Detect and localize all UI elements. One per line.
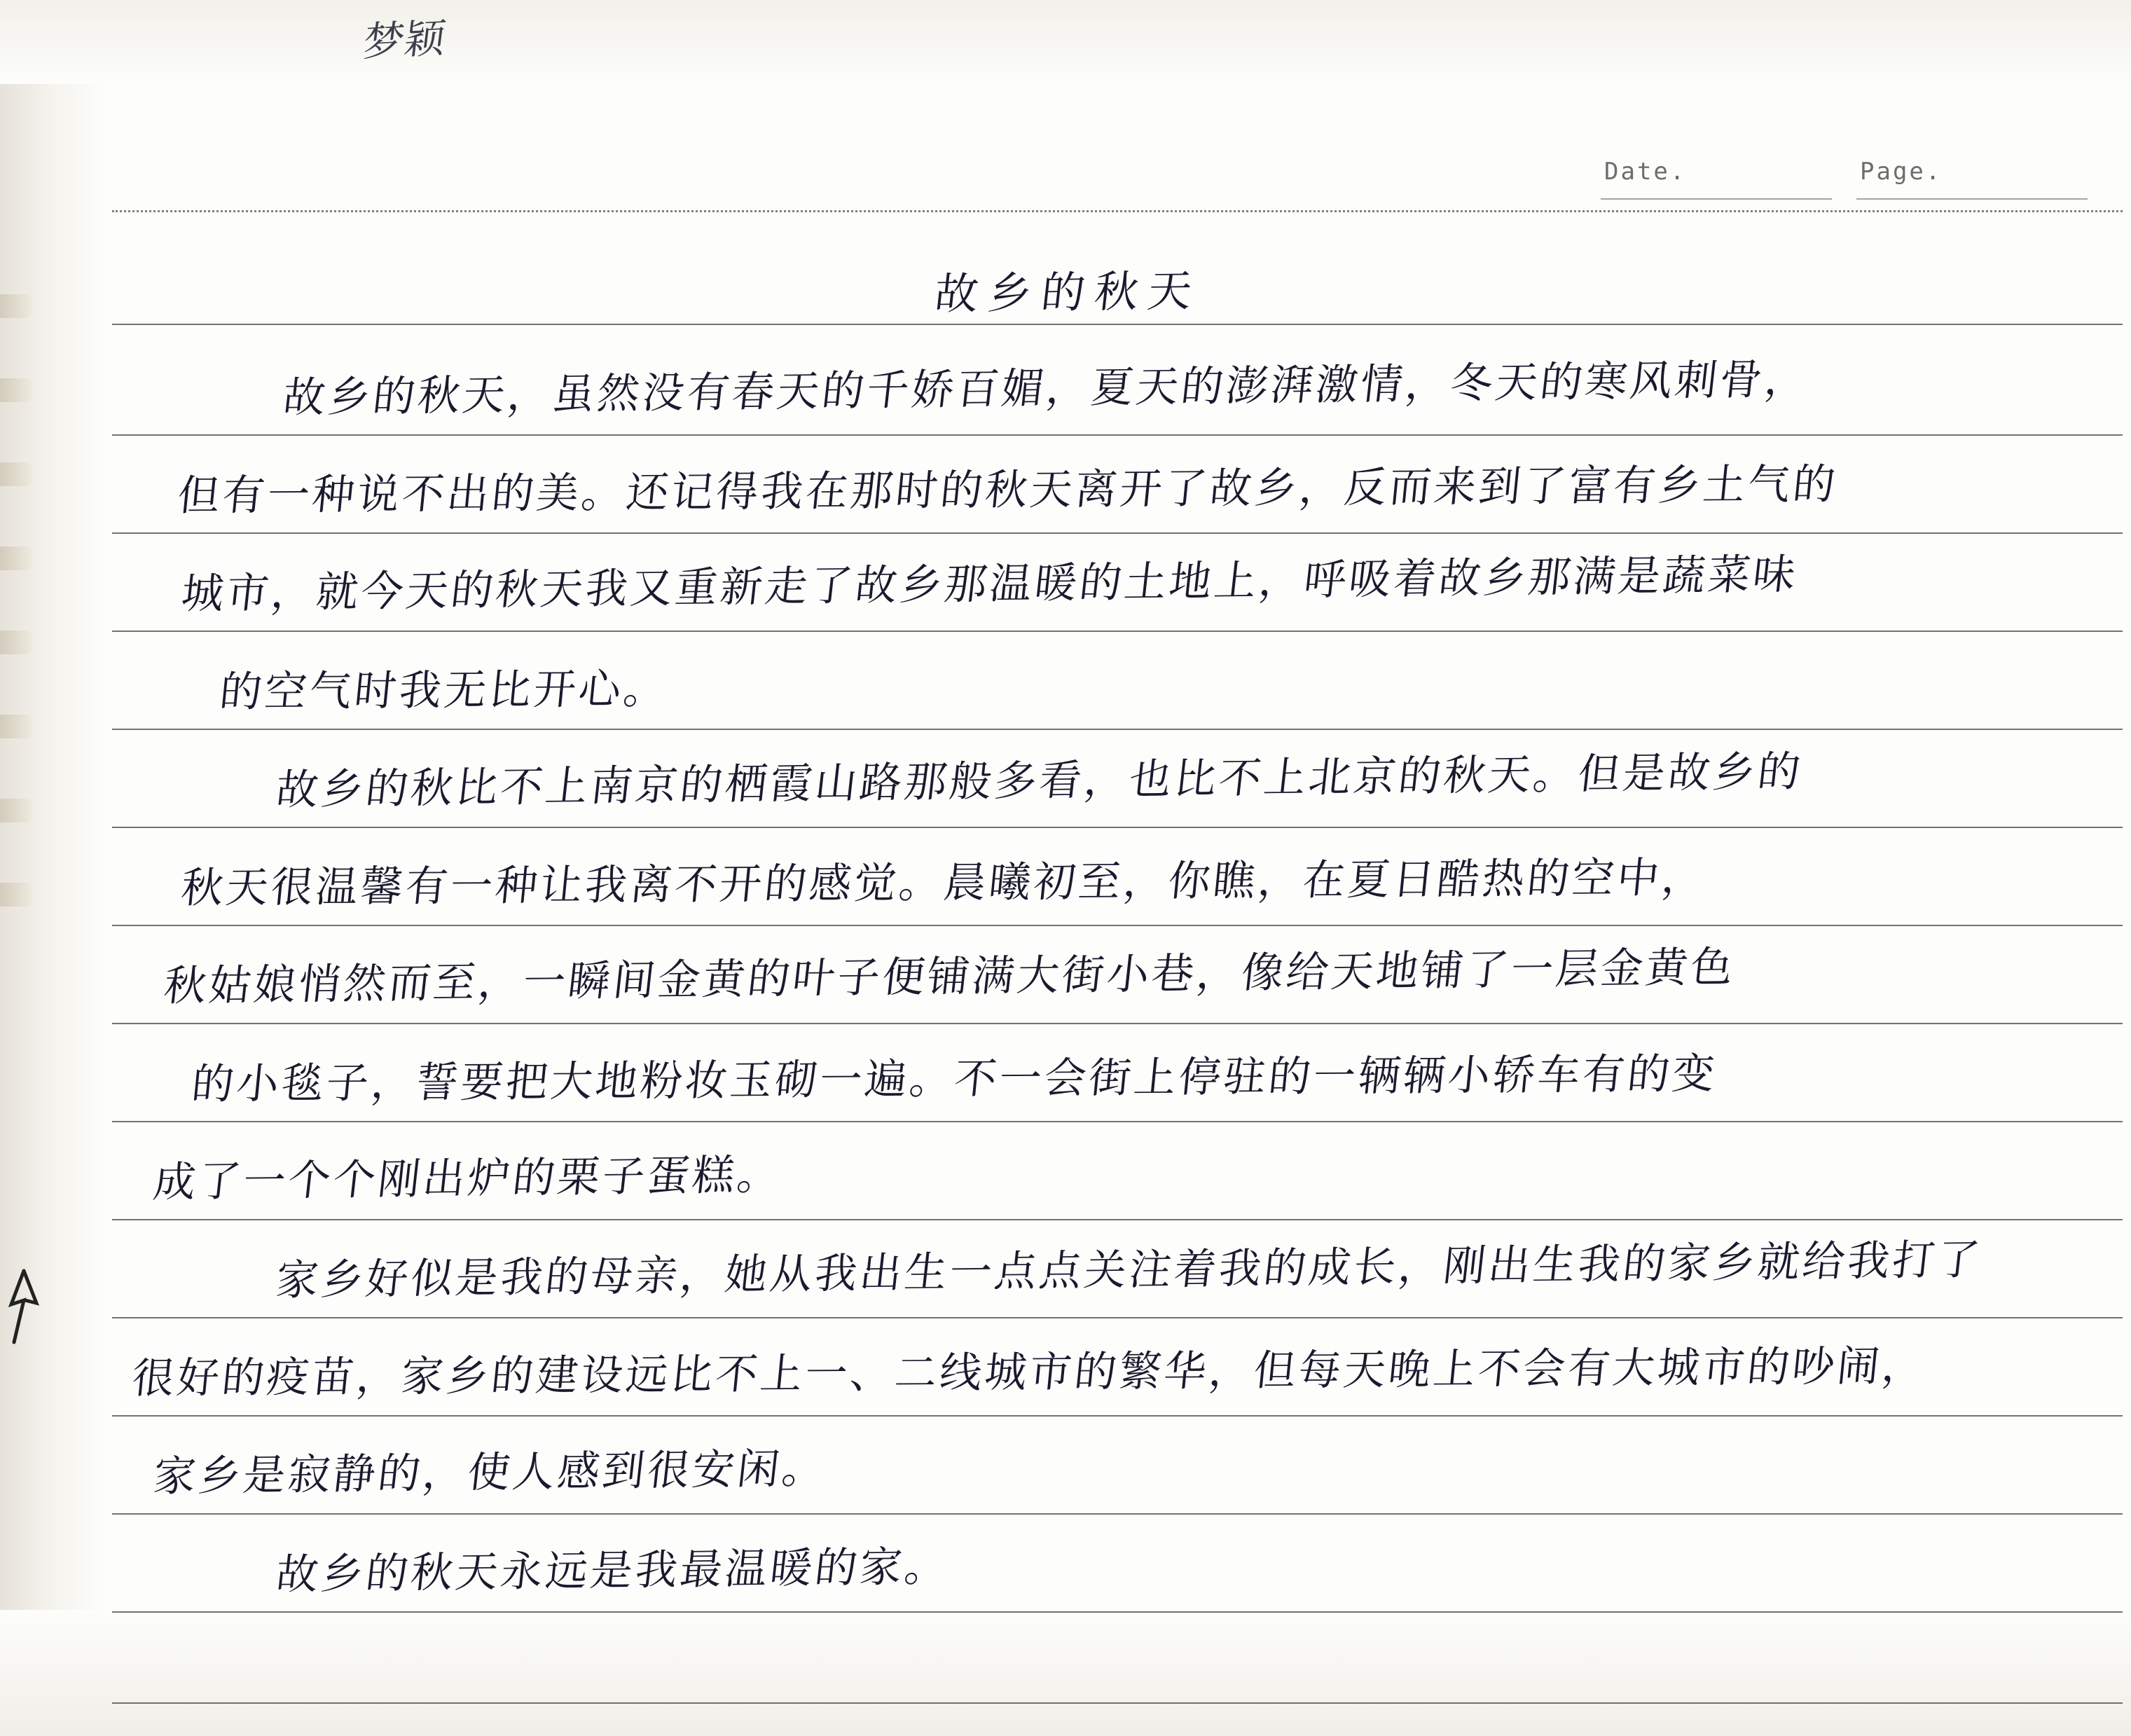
corner-signature: 梦颖	[360, 15, 448, 65]
body-line: 家乡是寂静的，使人感到很安闲。	[151, 1445, 830, 1501]
body-line: 很好的疫苗，家乡的建设远比不上一、二线城市的繁华，但每天晚上不会有大城市的吵闹，	[130, 1343, 1929, 1403]
binding-hole	[0, 799, 32, 822]
essay-title: 故乡的秋天	[932, 268, 1204, 319]
rule-line	[112, 324, 2123, 325]
body-line: 故乡的秋天永远是我最温暖的家。	[273, 1543, 953, 1599]
body-line: 但有一种说不出的美。还记得我在那时的秋天离开了故乡，反而来到了富有乡土气的	[175, 461, 1840, 520]
body-line: 秋姑娘悄然而至，一瞬间金黄的叶子便铺满大街小巷，像给天地铺了一层金黄色	[161, 944, 1739, 1010]
rule-line	[112, 1023, 2123, 1024]
paper-edge-shading-left	[0, 0, 105, 1736]
body-line: 的小毯子，誓要把大地粉妆玉砌一遍。不一会街上停驻的一辆辆小轿车有的变	[189, 1050, 1720, 1108]
rule-line	[112, 1611, 2123, 1613]
body-line: 秋天很温馨有一种让我离不开的感觉。晨曦初至，你瞧，在夏日酷热的空中，	[179, 854, 1709, 912]
body-line: 故乡的秋比不上南京的栖霞山路那般多看，也比不上北京的秋天。但是故乡的	[273, 748, 1805, 814]
rule-line	[112, 1513, 2123, 1515]
binding-hole	[0, 631, 32, 654]
rule-line	[112, 631, 2123, 632]
date-label: Date.	[1604, 158, 1687, 186]
rule-line	[112, 1702, 2123, 1704]
margin-doodle-icon	[6, 1268, 42, 1345]
paper-edge-shading-bottom	[0, 1610, 2131, 1736]
rule-line	[112, 1121, 2123, 1122]
binding-hole	[0, 294, 32, 318]
rule-line	[112, 434, 2123, 436]
rule-line	[112, 532, 2123, 534]
rule-line	[112, 729, 2123, 730]
binding-hole	[0, 546, 32, 570]
rule-line	[112, 827, 2123, 828]
page-underline	[1856, 198, 2088, 200]
date-underline	[1601, 198, 1832, 200]
page-label: Page.	[1860, 158, 1943, 186]
rule-line	[112, 210, 2123, 212]
binding-hole	[0, 462, 32, 486]
body-line: 故乡的秋天，虽然没有春天的千娇百媚，夏天的澎湃激情，冬天的寒风刺骨，	[280, 356, 1812, 422]
body-line: 家乡好似是我的母亲，她从我出生一点点关注着我的成长，刚出生我的家乡就给我打了	[273, 1236, 1985, 1304]
binding-hole	[0, 715, 32, 738]
binding-hole	[0, 883, 32, 907]
binding-hole	[0, 378, 32, 402]
paper-edge-shading-top	[0, 0, 2131, 84]
body-line: 成了一个个刚出炉的栗子蛋糕。	[151, 1152, 785, 1206]
rule-line	[112, 1219, 2123, 1220]
rule-line	[112, 1415, 2123, 1417]
body-line: 城市，就今天的秋天我又重新走了故乡那温暖的土地上，呼吸着故乡那满是蔬菜味	[179, 551, 1801, 618]
rule-line	[112, 1317, 2123, 1318]
body-line: 的空气时我无比开心。	[217, 666, 671, 716]
rule-line	[112, 925, 2123, 926]
